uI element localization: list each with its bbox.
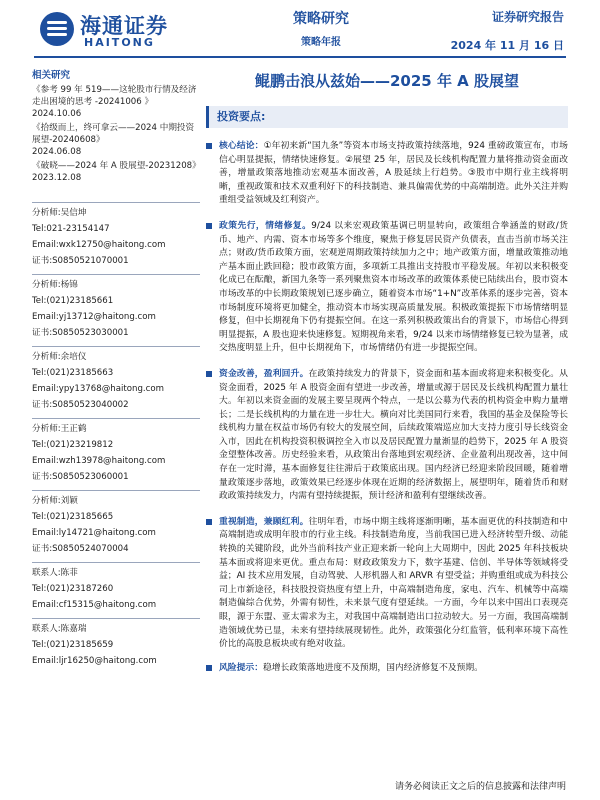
risk-warning-body: 稳增长政策落地进度不及预期，国内经济修复不及预期。 (263, 662, 483, 673)
haitong-logo-icon (40, 12, 74, 46)
analyst-tel: Tel:021-23154147 (32, 224, 110, 234)
key-point-lead: 资金改善，盈利回升。 (219, 368, 309, 379)
analyst-cert: 证书:S0850523040002 (32, 400, 129, 410)
key-points-header: 投资要点: (206, 106, 568, 128)
haitong-logo (40, 10, 190, 52)
analyst-name: 分析师:王正鹤 (32, 424, 87, 434)
related-item-title: 《破晓——2024 年 A 股展望-20231208》 (32, 161, 201, 171)
analyst-name: 分析师:杨锦 (32, 280, 78, 290)
analyst-email[interactable]: Email:yj13712@haitong.com (32, 312, 156, 322)
key-point (206, 220, 568, 356)
contact-card (32, 618, 200, 674)
report-meta (451, 8, 564, 53)
analyst-name: 分析师:刘颖 (32, 496, 78, 506)
key-point-body: 9/24 以来宏观政策基调已明显转向，政策组合拳涵盖的财政/货币、地产、内需、资本市场等多个维度，聚焦于修复居民资产负债表，直击当前市场关注点；财政/货币政策方面，宏观逆周期政策持续加力之中；地产政策方面，增量政策推动地产基本面止跌回稳；股市政策方面，多项新工具推出支持股市平稳发展。年初以来积极变化成已在酝酿，新国九条等一系列聚焦资本市场改革的政策体系使已陆续出台，股市资本市场改革的中长期政策规划已逐步确立，随着资本市场“1+N”改革体系的逐步完善，资本市场制度环境将更加健全，推动资本市场实现高质量发展。积极政策提振下市场情绪明显修复，但中长期视角下仍有提振空间。在这一系列积极政策出台的背景下，市场信心得到明显提振，A 股也迎来快速修复。短期视角来看，9/24 以来市场情绪修复已较为显著，成交热度明显上升，但中长期视角下，市场情绪仍有进一步提振空间。 (219, 220, 568, 354)
analyst-name: 分析师:吴信坤 (32, 208, 87, 218)
main-content (206, 64, 568, 675)
analyst-cert: 证书:S0850523030001 (32, 328, 129, 338)
contact-name: 联系人:陈嘉瑞 (32, 624, 87, 634)
report-date: 2024 年 11 月 16 日 (450, 39, 564, 52)
related-item-date: 2023.12.08 (32, 173, 82, 183)
related-item-title: 《拾级而上，终可拿云——2024 中期投资展望-20240608》 (32, 123, 195, 145)
sidebar (32, 70, 200, 674)
key-point-lead: 重视制造，兼顾红利。 (219, 516, 309, 527)
related-research-title: 相关研究 (32, 70, 71, 81)
related-item-date: 2024.06.08 (32, 147, 82, 157)
contact-name: 联系人:陈菲 (32, 568, 78, 578)
contact-tel: Tel:(021)23187260 (32, 584, 114, 594)
analyst-email[interactable]: Email:ly14721@haitong.com (32, 528, 156, 538)
related-item-title: 《参考 99 年 519——这轮股市行情及经济走出困境的思考 -20241006 》 (32, 85, 197, 107)
analyst-card (32, 202, 200, 274)
analyst-cert: 证书:S0850521070001 (32, 256, 129, 266)
analyst-tel: Tel:(021)23185665 (32, 512, 114, 522)
contact-card (32, 562, 200, 618)
analyst-cert: 证书:S0850523060001 (32, 472, 129, 482)
analyst-email[interactable]: Email:wzh13978@haitong.com (32, 456, 166, 466)
square-bullet-icon (206, 519, 212, 525)
analyst-card (32, 274, 200, 346)
disclaimer-footer: 请务必阅读正文之后的信息披露和法律声明 (394, 782, 566, 792)
report-title: 鲲鹏击浪从兹始——2025 年 A 股展望 (254, 72, 520, 90)
analyst-list (32, 202, 200, 674)
analyst-card (32, 418, 200, 490)
risk-warning-lead: 风险提示： (219, 662, 263, 673)
report-subtype: 策略年报 (301, 37, 341, 48)
related-item-date: 2024.10.06 (32, 109, 82, 119)
key-point-lead: 核心结论： (219, 141, 264, 151)
analyst-email[interactable]: Email:ypy13768@haitong.com (32, 384, 165, 394)
report-header (0, 0, 600, 56)
logo-cn-text: 海通证券 (80, 13, 168, 38)
key-point-body: 在政策持续发力的背景下，资金面和基本面或将迎来积极变化。从资金面看，2025 年 A 股资金面有望进一步改善，增量或源于居民及长线机构配置力量壮大。年初以来资金面的发展主要呈现两个特点，一是以公募为代表的机构资金申购力量增长；二是长线机构的力量在进一步壮大。横向对比美国同行来看，我国的基金及保险等长线机构力量在权益市场仍有较大的发展空间，后续政策端巡应加大支持力度引导长线资金入市，因此在机构投资积极调控全入市以及居民配置力量渐显的趋势下，2025 年 A 股资金望整体改善。历史经验来看，从政策出台落地到宏观经济、企业盈利出现改善，这中间存在一定时滞，基本面修复往往滞后于政策底出现。国内经济已经迎来阶段回暖，随着增量政策逐步落地，政策效果已经逐步体现在近期的经济数据上，展望明年，随着货币和财政政策持续发力，内需有望持续提振，预计经济和盈利有望继续改善。 (219, 368, 568, 502)
key-point (206, 140, 568, 208)
analyst-name: 分析师:余培仪 (32, 352, 87, 362)
key-point (206, 368, 568, 504)
analyst-cert: 证书:S0850524070004 (32, 544, 129, 554)
related-research-list (32, 84, 200, 184)
analyst-email[interactable]: Email:wxk12750@haitong.com (32, 240, 166, 250)
square-bullet-icon (206, 665, 212, 671)
analyst-card (32, 490, 200, 562)
key-point-body: ①年初来新“国九条”等资本市场支持政策持续落地，924 重磅政策宣布，市场信心明显提振，情绪快速修复。②展望 25 年，居民及长线机构配置力量将推动资金面改善，增量政策落地推动宏观基本面改善，A 股延续上行趋势。③股市中期行业主线将明晰，重视政策和技术双重利好下的科技制造、兼具偏需优势的中高端制造。此外关注并购重组受益领域及红利资产。 (219, 141, 568, 206)
key-point (206, 516, 568, 652)
logo-en-text: HAITONG (84, 36, 155, 49)
square-bullet-icon (206, 371, 212, 377)
square-bullet-icon (206, 223, 212, 229)
contact-email[interactable]: Email:cf15315@haitong.com (32, 600, 157, 610)
contact-email[interactable]: Email:ljr16250@haitong.com (32, 656, 157, 666)
contact-tel: Tel:(021)23185659 (32, 640, 114, 650)
report-type: 策略研究 (293, 11, 349, 27)
key-point-lead: 政策先行，情绪修复。 (219, 220, 312, 231)
header-divider (34, 56, 566, 58)
square-bullet-icon (206, 143, 212, 149)
key-point-body: 往明年看，市场中期主线将逐渐明晰，基本面更优的科技制造和中高端制造或成明年股市的行业主线。科技制造角度，当前我国已进入经济转型升级、动能转换的关键阶段，此外当前科技产业正迎来新一轮向上大周期中，因此 2025 年科技板块基本面或将迎来更优。重点布局：财政政策发力下，数字基建、信创、半导体等领域将受益；AI 技术应用发展，自动驾驶、人形机器人和 ARVR 有望受益；并购重组或成为科技公司上市新途径，科技股投资热度有望上升，中高端制造角度，家电、汽车、机械等中高端制造偏综合优势，外需有韧性，未来景气度有望延续。一方面，今年以来中国出口表现亮眼，源于东盟、亚太需求为主，对我国中高端制造出口拉动较大。另一方面，我国高端制造领域优势已显，未来有望持续展现韧性。此外，政策强化分红监管，低利率环境下高性价比的高股息板块或有绝对收益。 (219, 516, 568, 650)
analyst-card (32, 346, 200, 418)
risk-warning (206, 662, 568, 676)
analyst-tel: Tel:(021)23185663 (32, 368, 114, 378)
analyst-tel: Tel:(021)23185661 (32, 296, 114, 306)
report-category: 证券研究报告 (491, 10, 564, 24)
analyst-tel: Tel:(021)23219812 (32, 440, 114, 450)
report-type-block (276, 8, 366, 48)
